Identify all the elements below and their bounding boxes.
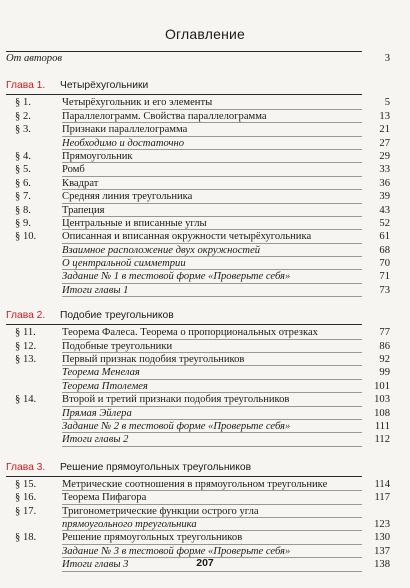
toc-page-number: 101: [374, 380, 390, 392]
toc-page-number: 77: [379, 327, 390, 339]
section-number: § 1.: [15, 97, 31, 109]
toc-page-number: 123: [374, 518, 390, 530]
toc-page-number: 112: [374, 434, 390, 446]
toc-entry[interactable]: [0, 478, 410, 491]
toc-page-number: 70: [379, 258, 390, 270]
toc-item-label: Итоги главы 3: [62, 559, 129, 571]
toc-item-label: Теорема Птолемея: [62, 380, 148, 392]
toc-page-number: 13: [379, 110, 390, 122]
toc-item-label: Средняя линия треугольника: [62, 191, 193, 203]
section-number: § 14.: [15, 394, 37, 406]
section-number: § 4.: [15, 150, 31, 162]
chapter-heading[interactable]: [0, 79, 410, 93]
toc-entry[interactable]: [0, 150, 410, 163]
toc-item-label: Теорема Пифагора: [62, 492, 147, 504]
toc-entry[interactable]: [0, 137, 410, 150]
chapter-number: Глава 2.: [6, 310, 46, 322]
toc-page-number: 86: [379, 340, 390, 352]
toc-item-label: Четырёхугольник и его элементы: [62, 97, 213, 109]
toc-item-label: Подобные треугольники: [62, 340, 173, 352]
toc-item-label: Задание № 1 в тестовой форме «Проверьте себя»: [62, 271, 291, 283]
toc-page-number: 130: [374, 532, 390, 544]
toc-entry[interactable]: [0, 420, 410, 433]
toc-item-label: Решение прямоугольных треугольников: [62, 532, 243, 544]
chapter-title: Решение прямоугольных треугольников: [60, 461, 252, 473]
page-title: Оглавление: [164, 26, 246, 42]
toc-entry[interactable]: [0, 284, 410, 297]
divider: [6, 51, 362, 52]
toc-page-number: 29: [379, 150, 390, 162]
section-number: § 11.: [15, 327, 36, 339]
toc-entry[interactable]: [0, 518, 410, 531]
toc-item-label: Признаки параллелограмма: [62, 124, 188, 136]
chapter-divider: [6, 94, 362, 95]
toc-item-label: Необходимо и достаточно: [62, 137, 185, 149]
toc-entry[interactable]: [0, 270, 410, 283]
chapter-title: Четырёхугольники: [60, 80, 149, 92]
toc-page-number: 36: [379, 177, 390, 189]
toc-page-number: 111: [374, 420, 390, 432]
toc-entry[interactable]: [0, 204, 410, 217]
toc-entry[interactable]: [0, 163, 410, 176]
toc-page-number: 103: [374, 394, 390, 406]
toc-page-number: 138: [374, 559, 390, 571]
section-number: § 13.: [15, 354, 37, 366]
toc-item-label: Теорема Менелая: [62, 367, 140, 379]
toc-page-number: 33: [379, 164, 390, 176]
toc-item-label: О центральной симметрии: [62, 258, 186, 270]
toc-entry[interactable]: [0, 491, 410, 504]
toc-entry[interactable]: [0, 407, 410, 420]
toc-item-label: Первый признак подобия треугольников: [62, 354, 245, 366]
toc-page-number: 43: [379, 204, 390, 216]
toc-item-label: Теорема Фалеса. Теорема о пропорциональных отрезках: [62, 327, 318, 339]
toc-item-label: Параллелограмм. Свойства параллелограмма: [62, 110, 267, 122]
toc-entry[interactable]: [0, 244, 410, 257]
toc-page-number: 61: [379, 231, 390, 243]
toc-entry[interactable]: [0, 257, 410, 270]
toc-entry[interactable]: [0, 230, 410, 243]
toc-item-label: Второй и третий признаки подобия треугольников: [62, 394, 290, 406]
page-number: 207: [196, 557, 214, 569]
toc-entry[interactable]: [0, 340, 410, 353]
toc-preface[interactable]: [0, 52, 410, 65]
section-number: § 15.: [15, 478, 37, 490]
section-number: § 6.: [15, 177, 31, 189]
toc-entry[interactable]: [0, 177, 410, 190]
toc-page-number: 52: [379, 217, 390, 229]
toc-entry[interactable]: [0, 190, 410, 203]
section-number: § 10.: [15, 231, 37, 243]
toc-entry[interactable]: [0, 433, 410, 446]
section-number: § 7.: [15, 191, 31, 203]
leader-line: [62, 446, 362, 447]
chapter-divider: [6, 324, 362, 325]
toc-item-label: Задание № 2 в тестовой форме «Проверьте себя»: [62, 420, 291, 432]
section-number: § 3.: [15, 124, 31, 136]
section-number: § 18.: [15, 532, 37, 544]
toc-page-number: 117: [374, 492, 390, 504]
toc-page-number: 92: [379, 354, 390, 366]
leader-line: [62, 296, 362, 297]
toc-item-label: Центральные и вписанные углы: [62, 217, 207, 229]
toc-page-number: 73: [379, 284, 390, 296]
toc-entry[interactable]: [0, 531, 410, 544]
chapter-divider: [6, 476, 362, 477]
toc-page-number: 71: [379, 271, 390, 283]
toc-item-label: Трапеция: [62, 204, 105, 216]
toc-item-label: Прямоугольник: [62, 150, 133, 162]
toc-entry[interactable]: [0, 326, 410, 339]
leader-line: [62, 571, 362, 572]
section-number: § 16.: [15, 492, 37, 504]
toc-entry[interactable]: [0, 123, 410, 136]
toc-item-label: Итоги главы 2: [62, 434, 129, 446]
section-number: § 12.: [15, 340, 37, 352]
toc-page-number: 114: [374, 478, 390, 490]
toc-entry[interactable]: [0, 505, 410, 518]
section-number: § 2.: [15, 110, 31, 122]
toc-entry[interactable]: [0, 393, 410, 406]
toc-item-label: Ромб: [62, 164, 85, 176]
section-number: § 17.: [15, 505, 37, 517]
toc-page-number: 39: [379, 191, 390, 203]
toc-page-number: 21: [379, 124, 390, 136]
section-number: § 9.: [15, 217, 31, 229]
toc-item-label: Описанная и вписанная окружности четырёхугольника: [62, 231, 312, 243]
table-of-contents: [0, 52, 410, 572]
toc-item-label: Метрические соотношения в прямоугольном треугольнике: [62, 478, 328, 490]
toc-entry[interactable]: [0, 366, 410, 379]
section-number: § 8.: [15, 204, 31, 216]
chapter-number: Глава 1.: [6, 80, 46, 92]
toc-entry[interactable]: [0, 380, 410, 393]
chapter-title: Подобие треугольников: [60, 310, 174, 322]
toc-page-number: 137: [374, 545, 390, 557]
toc-item-label: Тригонометрические функции острого угла: [62, 505, 259, 517]
toc-item-label: Квадрат: [62, 177, 99, 189]
toc-page-number: 99: [379, 367, 390, 379]
toc-page-number: 27: [379, 137, 390, 149]
toc-item-label: Взаимное расположение двух окружностей: [62, 244, 261, 256]
toc-item-label: От авторов: [6, 53, 62, 64]
toc-entry[interactable]: [0, 96, 410, 109]
toc-entry[interactable]: [0, 217, 410, 230]
toc-page-number: 108: [374, 407, 390, 419]
toc-item-label: Задание № 3 в тестовой форме «Проверьте себя»: [62, 545, 291, 557]
chapter-heading[interactable]: [0, 461, 410, 475]
toc-entry[interactable]: [0, 110, 410, 123]
toc-item-label: Прямая Эйлера: [62, 407, 132, 419]
toc-page-number: 3: [384, 53, 390, 64]
toc-page-number: 68: [379, 244, 390, 256]
toc-entry[interactable]: [0, 353, 410, 366]
chapter-heading[interactable]: [0, 309, 410, 323]
section-number: § 5.: [15, 164, 31, 176]
toc-page-number: 5: [384, 97, 390, 109]
toc-item-label: Итоги главы 1: [62, 284, 129, 296]
toc-item-label: прямоугольного треугольника: [62, 518, 197, 530]
chapter-number: Глава 3.: [6, 461, 46, 473]
